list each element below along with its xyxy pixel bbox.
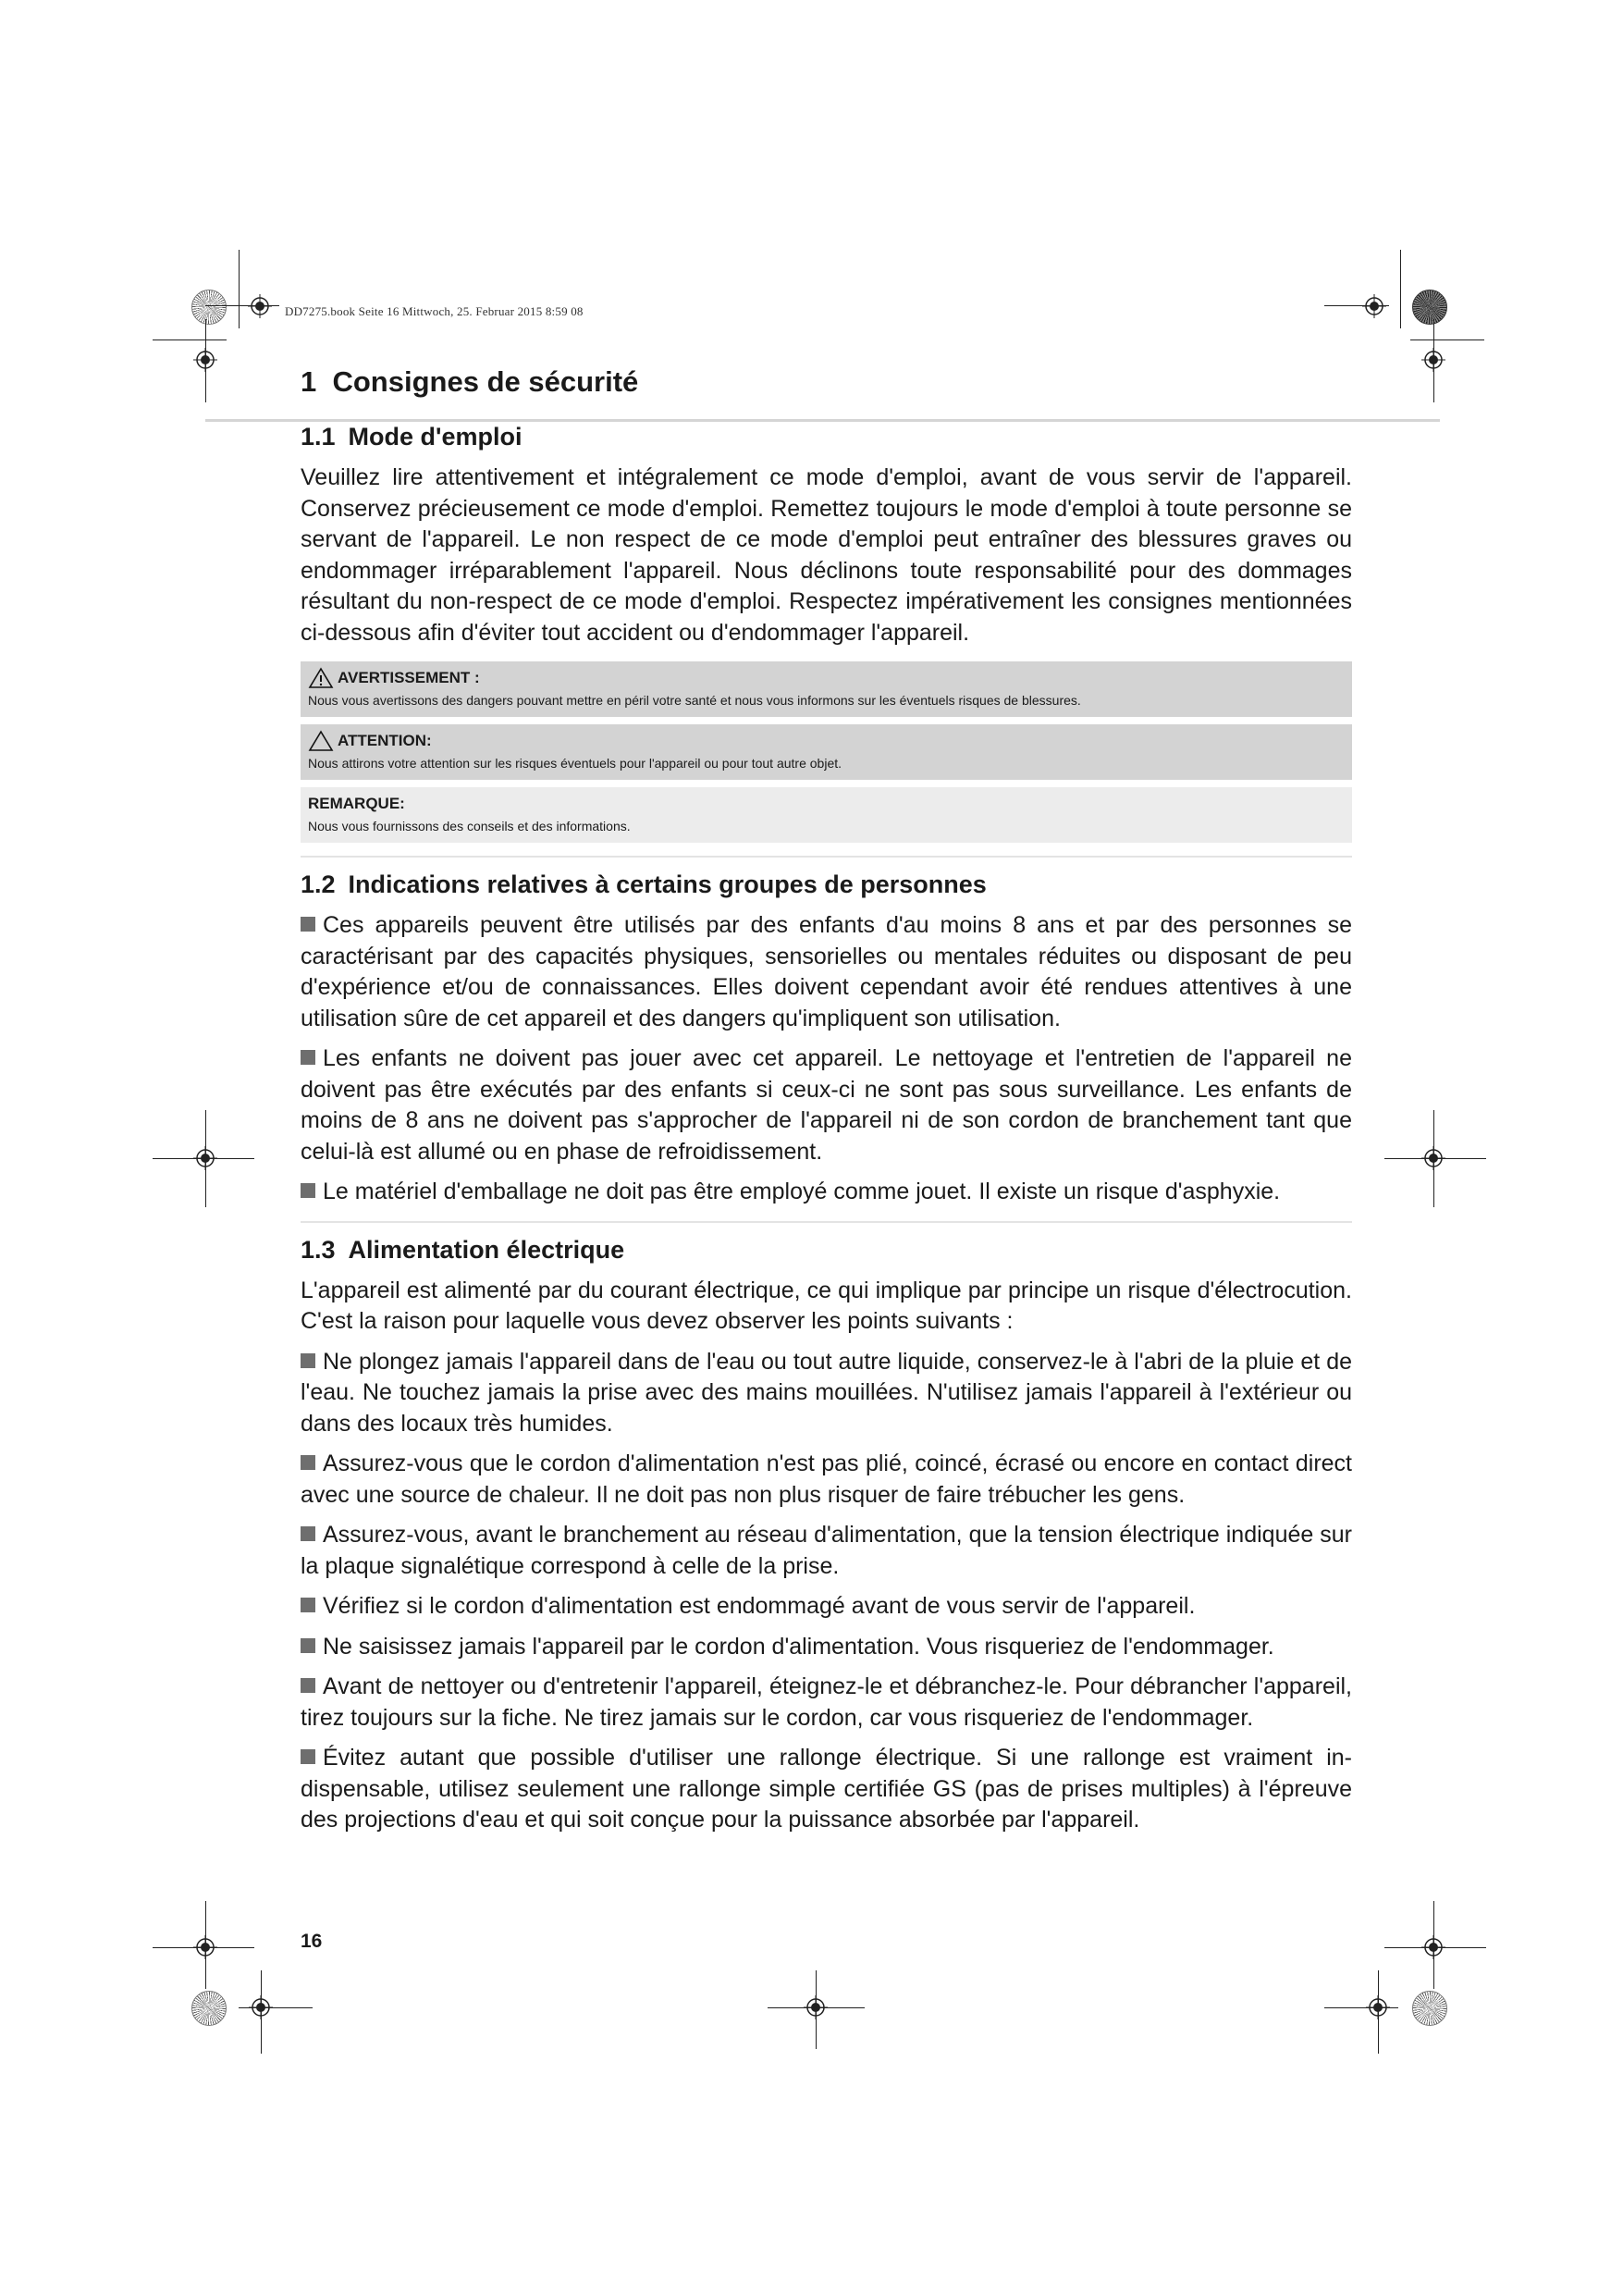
crosshair-icon [1362,294,1386,318]
note-label: REMARQUE: [308,795,405,812]
section-title [301,1236,1352,1265]
crosshair-icon [1421,348,1445,372]
section-title [301,870,1352,899]
crosshair-icon [1421,1146,1445,1170]
section-intro: L'appareil est alimenté par du courant électrique, ce qui implique par principe un risque d'électrocution. C'est la raison pour laquelle vous devez observer les points suivants : [301,1277,1352,1334]
bullet-square-icon [301,1598,315,1612]
bullet-square-icon [301,917,315,932]
section-title-text: Indications relatives à certains groupes de personnes [348,870,987,898]
attention-label: ATTENTION: [308,730,1345,752]
chapter-number: 1 [301,365,317,398]
bullet-square-icon [301,1455,315,1470]
list-item: Les enfants ne doivent pas jouer avec cet appareil. Le nettoyage et l'entretien de l'appareil ne doivent pas être exécutés par des enfants si ceux-ci ne sont pas sous surveillance. Les enfants de moins de 8 ans ne doivent pas s'approcher de l'appareil ni de son cordon de branchement tant que celui-là est allumé ou en phase de refroidissement. [301,1045,1352,1165]
list-item: Assurez-vous, avant le branchement au réseau d'alimentation, que la tension électrique indiquée sur la plaque signalétique correspond à celle de la prise. [301,1522,1352,1579]
bullet-square-icon [301,1638,315,1653]
attention-text: Nous attirons votre attention sur les risques éventuels pour l'appareil ou pour tout autre objet. [308,756,842,771]
note-notice [301,787,1352,843]
crosshair-icon [1366,1995,1390,2019]
section-title [301,423,1352,451]
crosshair-icon [248,294,272,318]
page-number: 16 [301,1931,323,1952]
page-content [301,365,1352,1845]
crosshair-icon [804,1995,828,2019]
color-rosette-icon [1412,1991,1447,2026]
section-number: 1.3 [301,1235,336,1264]
intro-paragraph: Veuillez lire attentivement et intégralement ce mode d'emploi, avant de vous servir de l'appareil. Conservez précieusement ce mode d'emploi. Remettez toujours le mode d'emploi à toute personne se servant de l'appareil. Le non respect de ce mode d'emploi peut entraîner des blessures graves ou endommager irréparablement l'appareil. Nous déclinons toute responsabilité pour des dommages résultant du non-respect de ce mode d'emploi. Respectez impérativement les consignes mentionnées ci-dessous afin d'éviter tout accident ou d'endommager l'appareil. [301,464,1352,646]
section-title-text: Alimentation électrique [348,1235,625,1264]
warning-notice [301,661,1352,717]
warning-triangle-icon [308,667,334,689]
list-item: Ne saisissez jamais l'appareil par le cordon d'alimentation. Vous risqueriez de l'endommager. [301,1632,1352,1663]
section-number: 1.2 [301,870,336,898]
section-divider [301,856,1352,858]
list-item: Ne plongez jamais l'appareil dans de l'eau ou tout autre liquide, conservez-le à l'abri de la pluie et de l'eau. Ne touchez jamais la prise avec des mains mouillées. N'utilisez jamais l'appareil à l'extérieur ou dans des locaux très humides. [301,1348,1352,1437]
warning-label: AVERTISSEMENT : [308,667,1345,689]
crosshair-icon [193,1146,217,1170]
crosshair-icon [193,1935,217,1959]
bullet-square-icon [301,1678,315,1693]
color-rosette-icon [191,290,227,325]
list-item: Ces appareils peuvent être utilisés par des enfants d'au moins 8 ans et par des personnes se caractérisant par des capacités physiques, sensorielles ou mentales réduites ou disposant de peu d'expérience et/ou de connaissances. Elles doivent cependant avoir été rendues attentives à une utilisation sûre de cet appareil et des dangers qu'impliquent son utilisation. [301,912,1352,1031]
color-rosette-icon [1412,290,1447,325]
chapter-title [301,365,1352,399]
printer-slug-line: DD7275.book Seite 16 Mittwoch, 25. Februar 2015 8:59 08 [285,304,584,318]
list-item: Vérifiez si le cordon d'alimentation est endommagé avant de vous servir de l'appareil. [301,1591,1352,1623]
warning-triangle-icon [308,730,334,752]
bullet-square-icon [301,1353,315,1368]
crosshair-icon [1421,1935,1445,1959]
warning-text: Nous vous avertissons des dangers pouvant mettre en péril votre santé et nous vous informons sur les éventuels risques de blessures. [308,693,1081,708]
crosshair-icon [193,348,217,372]
bullet-square-icon [301,1050,315,1065]
list-item: Avant de nettoyer ou d'entretenir l'appareil, éteignez-le et débranchez-le. Pour débrancher l'appareil, tirez toujours sur la fiche. Ne tirez jamais sur le cordon, car vous risqueriez de l'endommager. [301,1673,1352,1731]
list-item: Le matériel d'emballage ne doit pas être employé comme jouet. Il existe un risque d'asphyxie. [301,1177,1352,1208]
note-text: Nous vous fournissons des conseils et des informations. [308,819,631,833]
bullet-square-icon [301,1183,315,1198]
bullet-square-icon [301,1526,315,1541]
list-item: Évitez autant que possible d'utiliser une rallonge électrique. Si une rallonge est vraiment indispensable, utilisez seulement une rallonge simple certifiée GS (pas de prises multiples) à l'épreuve des projections d'eau et qui soit conçue pour la puissance absorbée par l'appareil. [301,1745,1352,1833]
chapter-title-text: Consignes de sécurité [332,365,639,398]
list-item: Assurez-vous que le cordon d'alimentation n'est pas plié, coincé, écrasé ou encore en contact direct avec une source de chaleur. Il ne doit pas non plus risquer de faire trébucher les gens. [301,1450,1352,1508]
section-number: 1.1 [301,423,336,451]
bullet-square-icon [301,1749,315,1764]
section-title-text: Mode d'emploi [348,423,523,451]
section-divider [301,1221,1352,1223]
color-rosette-icon [191,1991,227,2026]
crosshair-icon [249,1995,273,2019]
attention-notice [301,724,1352,780]
